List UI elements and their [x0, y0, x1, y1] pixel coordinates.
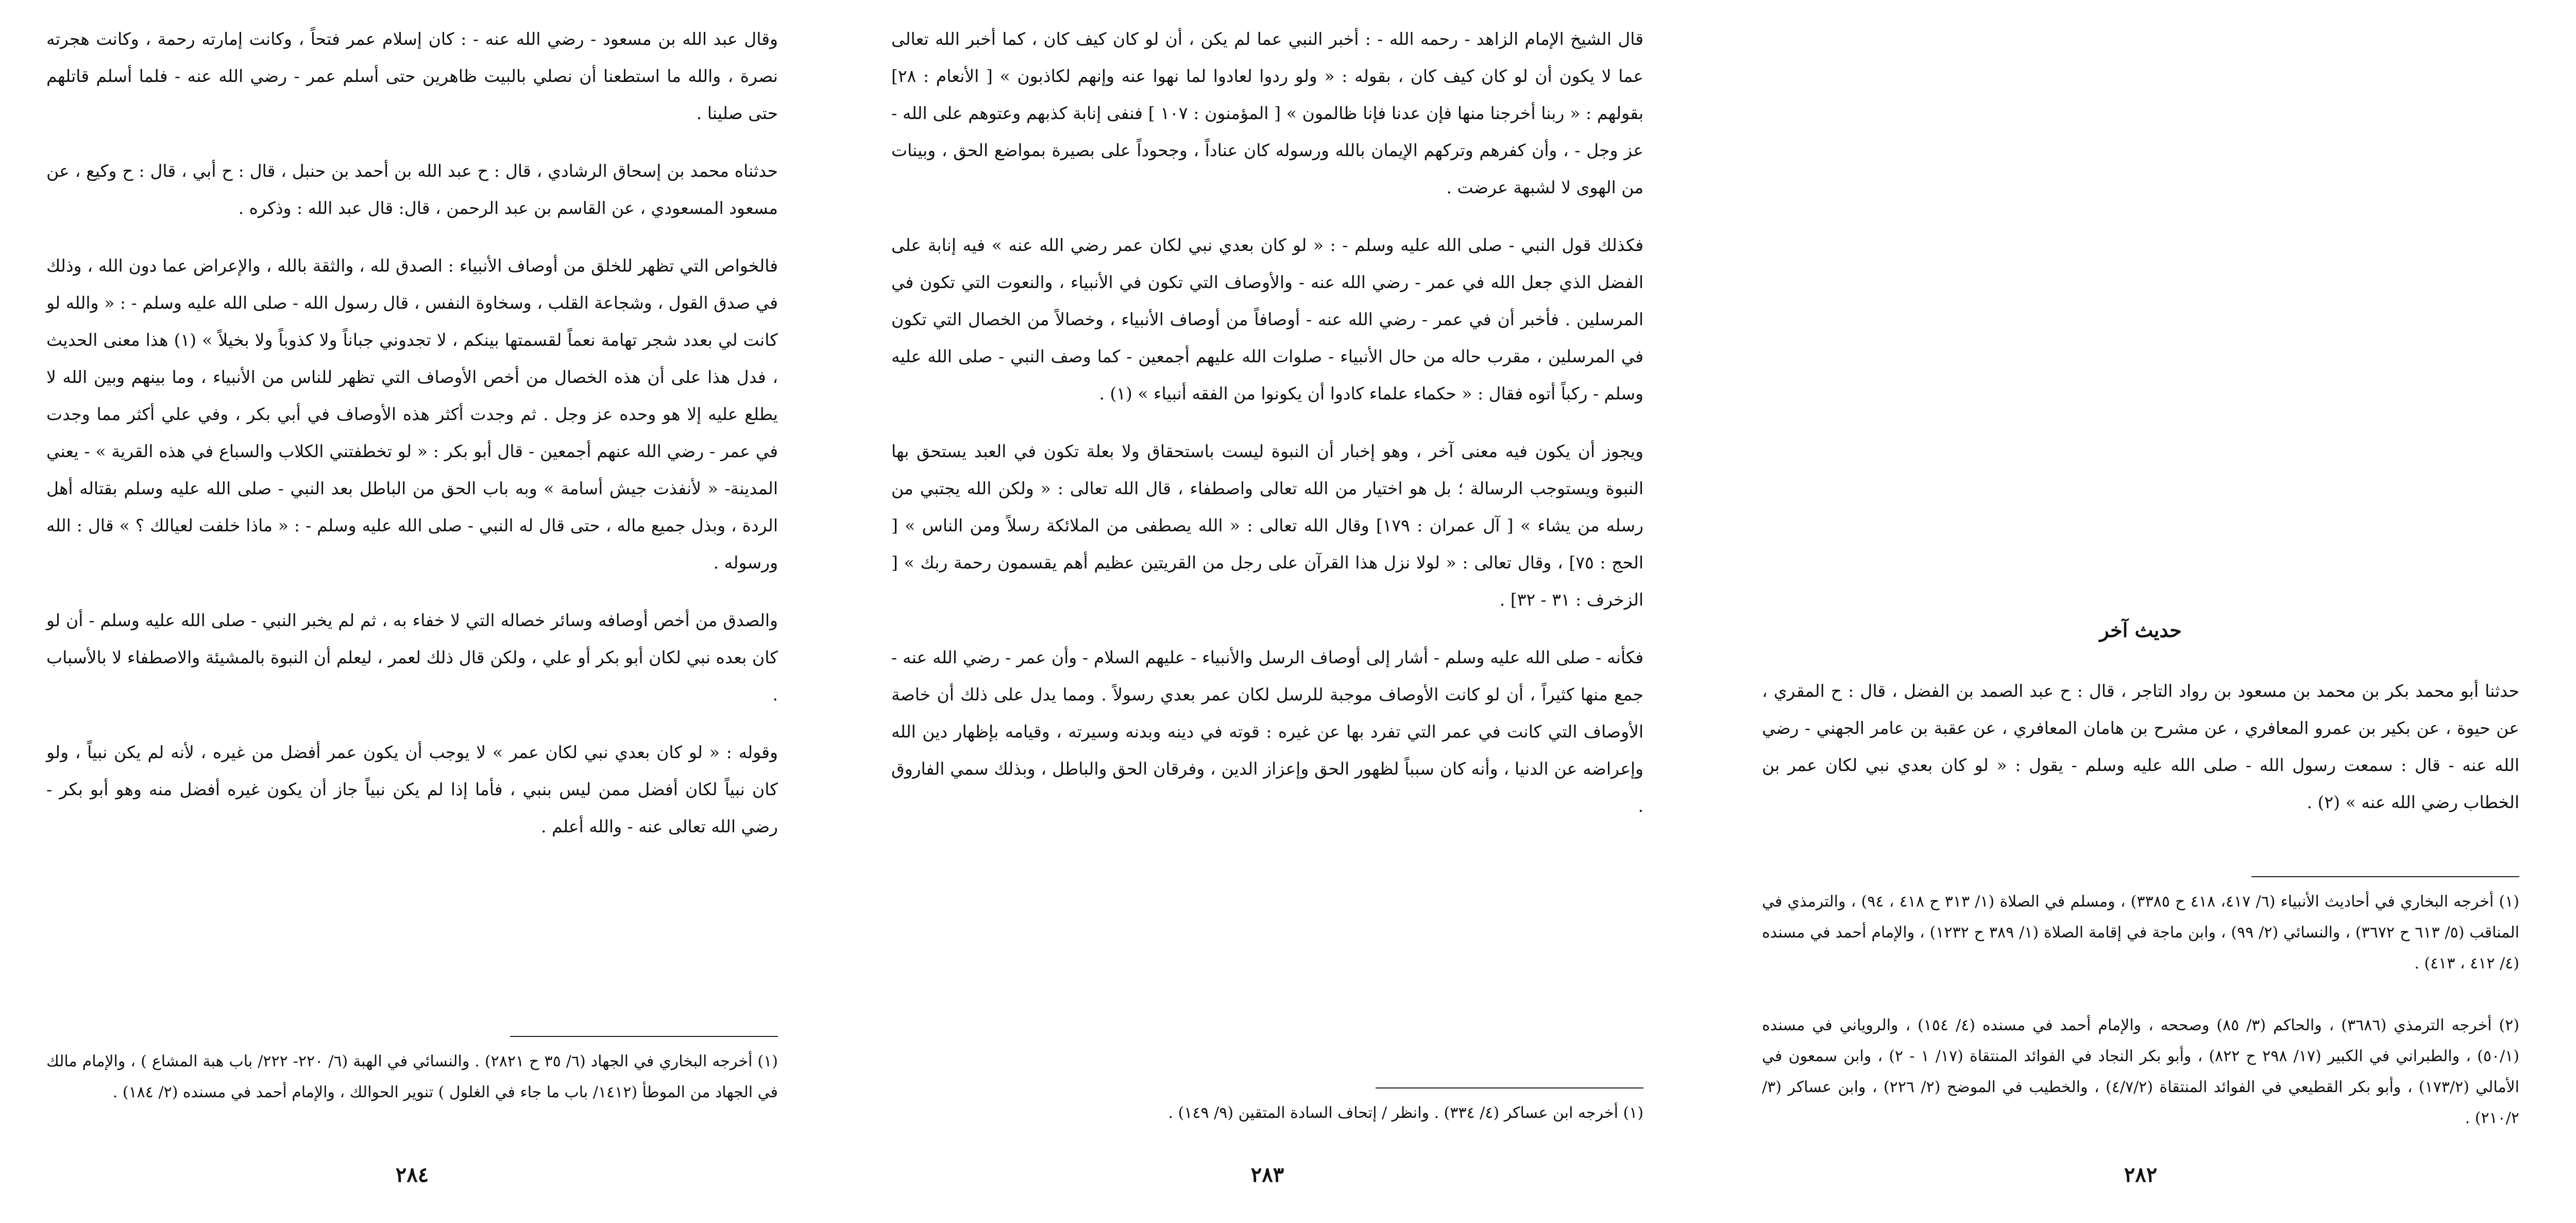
- page-283-body: [891, 21, 1643, 845]
- paragraph: والصدق من أخص أوصافه وسائر خصاله التي لا خفاء به ، ثم لم يخبر النبي - صلى الله عليه وسلم - أن لو كان بعده نبي لكان أبو بكر أو علي ، ولكن قال ذلك لعمر ، ليعلم أن النبوة بالمشيئة والاصطفاء لا بالأسباب .: [46, 610, 778, 705]
- footnote: (١) أخرجه البخاري في أحاديث الأنبياء (٦/ ٤١٧، ٤١٨ ح ٣٣٨٥) ، ومسلم في الصلاة (١/ ٣١٣ ح ٤١٨ ، ٩٤) ، والترمذي في المناقب (٥/ ٦١٣ ح ٣٦٧٢) ، والنسائي (٢/ ٩٩) ، وابن ماجة في إقامة الصلاة (١/ ٣٨٩ ح ١٢٣٢) ، والإمام أحمد في مسنده (٤/ ٤١٢ ، ٤١٣) .: [1762, 893, 2519, 973]
- page-number: ٢٨٤: [395, 1163, 429, 1187]
- page-number: ٢٨٣: [1250, 1163, 1284, 1187]
- paragraph: ويجوز أن يكون فيه معنى آخر ، وهو إخبار أن النبوة ليست باستحقاق ولا بعلة تكون في العبد يستحق بها النبوة ويستوجب الرسالة ؛ بل هو اختيار من الله تعالى واصطفاء ، قال الله تعالى : « ولكن الله يجتبي من رسله من يشاء » [ آل عمران : ١٧٩] وقال الله تعالى : « الله يصطفى من الملائكة رسلاً ومن الناس » [ الحج : ٧٥] ، وقال تعالى : « لولا نزل هذا القرآن على رجل من القريتين عظيم أهم يقسمون رحمة ربك » [ الزخرف : ٣١ - ٣٢] .: [891, 441, 1643, 610]
- paragraph: فكأنه - صلى الله عليه وسلم - أشار إلى أوصاف الرسل والأنبياء - عليهم السلام - وأن عمر - رضي الله عنه - جمع منها كثيراً ، أن لو كانت الأوصاف موجبة للرسل لكان عمر بعدي رسولاً . ومما يدل على ذلك أن خاصة الأوصاف التي كانت في عمر التي تفرد بها عن غيره : قوته في دينه وبدنه وسيرته ، وقيامه بإظهار دين الله وإعراضه عن الدنيا ، وأنه كان سبباً لظهور الحق وإعزاز الدين ، وفرقان الحق والباطل ، وبذلك سمي الفاروق .: [891, 647, 1643, 816]
- paragraph: فكذلك قول النبي - صلى الله عليه وسلم - : « لو كان بعدي نبي لكان عمر رضي الله عنه » فيه إنابة على الفضل الذي جعل الله في عمر - رضي الله عنه - والأوصاف التي تكون في الأنبياء ، والنعوت التي تكون في المرسلين . فأخبر أن في عمر - رضي الله عنه - أوصافاً من أوصاف الأنبياء ، وخصالاً من الخصال التي تكون في المرسلين ، مقرب حاله من حال الأنبياء - صلوات الله عليهم أجمعين - كما وصف النبي - صلى الله عليه وسلم - ركباً أتوه فقال : « حكماء علماء كادوا أن يكونوا من الفقه أنبياء » (١) .: [891, 235, 1643, 404]
- footnote-divider: [510, 1036, 778, 1037]
- footnote: (٢) أخرجه الترمذي (٣٦٨٦) ، والحاكم (٣/ ٨٥) وصححه ، والإمام أحمد في مسنده (٤/ ١٥٤) ، والروياني في مسنده (٥٠/١) ، والطبراني في الكبير (١٧/ ٢٩٨ ح ٨٢٢) ، وأبو بكر النجاد في الفوائد المنتقاة (١٧/ ١ - ٢) ، وابن سمعون في الأمالي (١٧٣/٢) ، وأبو بكر القطيعي في الفوائد المنتقاة (٤/٧/٢) ، والخطيب في الموضح (٢/ ٢٢٦) ، وابن عساكر (٣/ ٢١٠/٢) .: [1762, 1016, 2519, 1127]
- page-282: [1716, 0, 2566, 1223]
- paragraph: حدثناه محمد بن إسحاق الرشادي ، قال : ح عبد الله بن أحمد بن حنبل ، قال : ح أبي ، قال : ح وكيع ، عن مسعود المسعودي ، عن القاسم بن عبد الرحمن ، قال: قال عبد الله : وذكره .: [46, 161, 778, 218]
- page-number: ٢٨٢: [2124, 1163, 2158, 1187]
- paragraph: حدثنا أبو محمد بكر بن محمد بن مسعود بن رواد التاجر ، قال : ح عبد الصمد بن الفضل ، قال : ح المقري ، عن حيوة ، عن بكير بن عمرو المعافري ، عن مشرح بن هامان المعافري ، عن عقبة بن عامر الجهني - رضي الله عنه - قال : سمعت رسول الله - صلى الله عليه وسلم - يقول : « لو كان بعدي نبي لكان عمر بن الخطاب رضي الله عنه » (٢) .: [1762, 681, 2519, 812]
- page-284-body: [46, 21, 778, 866]
- page-282-body: [1762, 618, 2519, 842]
- footnote: (١) أخرجه ابن عساكر (٤/ ٣٣٤) . وانظر / إتحاف السادة المتقين (٩/ ١٤٩) .: [1168, 1104, 1643, 1122]
- paragraph: قال الشيخ الإمام الزاهد - رحمه الله - : أخبر النبي عما لم يكن ، أن لو كان كيف كان ، كما أخبر الله تعالى عما لا يكون أن لو كان كيف كان ، بقوله : « ولو ردوا لعادوا لما نهوا عنه وإنهم لكاذبون » [ الأنعام : ٢٨] بقولهم : « ربنا أخرجنا منها فإن عدنا فإنا ظالمون » [ المؤمنون : ١٠٧ ] فنفى إنابة كذبهم وعتوهم على الله - عز وجل - ، وأن كفرهم وتركهم الإيمان بالله ورسوله كان عناداً ، وجحوداً على بصيرة بمواضع الحق ، وبينات من الهوى لا لشبهة عرضت .: [891, 29, 1644, 197]
- section-title: حديث آخر: [2099, 618, 2182, 642]
- footnote-divider: [2251, 876, 2519, 877]
- page-283: [845, 0, 1690, 1223]
- paragraph: وقوله : « لو كان بعدي نبي لكان عمر » لا يوجب أن يكون عمر أفضل من غيره ، لأنه لم يكن نبياً ، ولو كان نبياً لكان أفضل ممن ليس بنبي ، فأما إذا لم يكن نبياً جاز أن يكون غيره أفضل منه وهو أبو بكر - رضي الله تعالى عنه - والله أعلم .: [46, 742, 778, 836]
- page-284: [0, 0, 824, 1223]
- paragraph: فالخواص التي تظهر للخلق من أوصاف الأنبياء : الصدق لله ، والثقة بالله ، والإعراض عما دون الله ، وذلك في صدق القول ، وشجاعة القلب ، وسخاوة النفس ، قال رسول الله - صلى الله عليه وسلم - : « والله لو كانت لي بعدد شجر تهامة نعماً لقسمتها بينكم ، لا تجدوني جباناً ولا كذوباً ولا بخيلاً » (١) هذا معنى الحديث ، فدل هذا على أن هذه الخصال من أخص الأوصاف التي تظهر للناس من الأنبياء ، وما بينهم وبين الله لا يطلع عليه إلا هو وحده عز وجل . ثم وجدت أكثر هذه الأوصاف في أبي بكر ، وفي علي أكثر مما وجدت في عمر - رضي الله عنهم أجمعين - قال أبو بكر : « لو تخطفتني الكلاب والسباع في هذه القرية » - يعني المدينة- « لأنفذت جيش أسامة » وبه باب الحق من الباطل بعد النبي - صلى الله عليه وسلم بقتاله أهل الردة ، وبذل جميع ماله ، حتى قال له النبي - صلى الله عليه وسلم - : « ماذا خلفت لعيالك ؟ » قال : الله ورسوله .: [46, 256, 778, 573]
- paragraph: وقال عبد الله بن مسعود - رضي الله عنه - : كان إسلام عمر فتحاً ، وكانت إمارته رحمة ، وكانت هجرته نصرة ، والله ما استطعنا أن نصلي بالبيت ظاهرين حتى أسلم عمر - رضي الله عنه - فلما أسلم قاتلهم حتى صلينا .: [46, 29, 778, 123]
- footnote-divider: [1376, 1087, 1643, 1088]
- footnote: (١) أخرجه البخاري في الجهاد (٦/ ٣٥ ح ٢٨٢١) . والنسائي في الهبة (٦/ ٢٢٠- ٢٢٢/ باب هبة المشاع ) ، والإمام مالك في الجهاد من الموطأ (١٤١٢/ باب ما جاء في الغلول ) تنوير الحوالك ، والإمام أحمد في مسنده (٢/ ١٨٤) .: [46, 1052, 778, 1101]
